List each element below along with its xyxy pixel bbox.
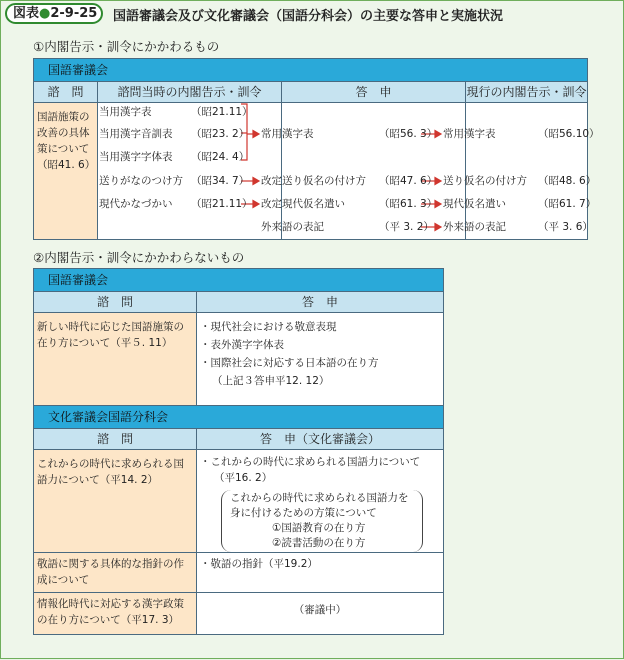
arrow-head-icon	[435, 224, 441, 231]
row-old-date: （昭23. 2）	[191, 128, 250, 140]
figure-number: 2-9-25	[50, 6, 98, 21]
section2-band2: 文化審議会国語分科会	[34, 406, 444, 429]
answer-line: ・敬語の指針（平19.2）	[200, 558, 318, 570]
answer-cell	[197, 450, 444, 553]
section1-band: 国語審議会	[34, 59, 588, 82]
row-answer: 外来語の表記	[261, 221, 324, 233]
inquiry-line: 情報化時代に対応する漢字政策	[37, 598, 184, 610]
inquiry-cell	[34, 593, 197, 635]
subitem-line: ②読書活動の在り方	[272, 537, 366, 549]
row-answer-date: （平 3. 2）	[379, 221, 434, 233]
row-answer: 常用漢字表	[261, 128, 314, 140]
inquiry-line: 策について	[37, 143, 90, 155]
subitem-line: 身に付けるための方策について	[230, 507, 377, 519]
row-current: 常用漢字表	[443, 128, 496, 140]
inquiry-cell	[34, 553, 197, 593]
section2-table-council	[33, 268, 444, 409]
inquiry-line: 成について	[37, 574, 90, 586]
section2-table-subcommittee	[33, 405, 444, 635]
figure-title: 国語審議会及び文化審議会（国語分科会）の主要な答申と実施状況	[113, 9, 504, 24]
col-answer: 答 申	[197, 292, 444, 313]
col-inquiry: 諮 問	[34, 82, 98, 103]
col-answer: 答 申（文化審議会）	[197, 429, 444, 450]
answer-line: （審議中）	[293, 604, 347, 616]
answer-line: （上記３答申平12. 12）	[212, 375, 330, 387]
row-old: 送りがなのつけ方	[99, 175, 183, 187]
row-old: 当用漢字音訓表	[99, 128, 173, 140]
inquiry-cell	[34, 450, 197, 553]
answer-line: ・現代社会における敬意表現	[200, 321, 337, 333]
inquiry-line: 国語施策の	[37, 111, 90, 123]
answer-line: （平16. 2）	[214, 472, 273, 484]
arrow-head-icon	[253, 201, 259, 208]
col-inquiry: 諮 問	[34, 292, 197, 313]
row-current: 現代仮名遣い	[443, 198, 506, 210]
inquiry-line: （昭41. 6）	[37, 159, 96, 171]
col-current-notice: 現行の内閣告示・訓令	[466, 82, 588, 103]
col-answer: 答 申	[282, 82, 466, 103]
answer-cell	[197, 553, 444, 593]
answer-cell	[197, 593, 444, 635]
arrow-head-icon	[253, 178, 259, 185]
row-answer-date: （昭47. 6）	[379, 175, 438, 187]
row-old-date: （昭24. 4）	[191, 151, 250, 163]
inquiry-line: 在り方について（平５. 11）	[37, 337, 173, 349]
inquiry-line: 敬語に関する具体的な指針の作	[37, 558, 184, 570]
row-old-date: （昭21.11）	[191, 106, 253, 118]
answer-line: ・国際社会に対応する日本語の在り方	[200, 357, 379, 369]
answer-subitems-bracket	[221, 490, 423, 552]
row-answer-date: （昭56. 3）	[379, 128, 438, 140]
row-answer: 改定送り仮名の付け方	[261, 175, 366, 187]
inquiry-cell	[34, 313, 197, 409]
row-current-date: （昭61. 7）	[538, 198, 597, 210]
answer-line: ・表外漢字字体表	[200, 339, 284, 351]
subitem-line: ①国語教育の在り方	[272, 522, 366, 534]
inquiry-line: の在り方について（平17. 3）	[37, 614, 180, 626]
row-answer: 改定現代仮名遣い	[261, 198, 345, 210]
section1-title: ①内閣告示・訓令にかかわるもの	[33, 39, 220, 54]
row-old: 当用漢字表	[99, 106, 152, 118]
subitem-line: これからの時代に求められる国語力を	[230, 492, 409, 504]
answer-line: ・これからの時代に求められる国語力について	[200, 456, 421, 468]
section2-band1: 国語審議会	[34, 269, 444, 292]
figure-prefix: 図表	[13, 6, 40, 21]
row-old-date: （昭21.11）	[191, 198, 253, 210]
row-current: 送り仮名の付け方	[443, 175, 527, 187]
section2-title: ②内閣告示・訓令にかかわらないもの	[33, 250, 245, 265]
row-current: 外来語の表記	[443, 221, 506, 233]
inquiry-line: これからの時代に求められる国	[37, 458, 184, 470]
figure-dot-icon: ●	[39, 6, 51, 21]
row-old: 当用漢字字体表	[99, 151, 173, 163]
col-inquiry: 諮 問	[34, 429, 197, 450]
inquiry-line: 新しい時代に応じた国語施策の	[37, 321, 184, 333]
arrow-head-icon	[253, 131, 259, 138]
row-old-date: （昭34. 7）	[191, 175, 250, 187]
row-old: 現代かなづかい	[99, 198, 173, 210]
row-current-date: （昭48. 6）	[538, 175, 597, 187]
row-answer-date: （昭61. 3）	[379, 198, 438, 210]
inquiry-line: 改善の具体	[37, 127, 90, 139]
inquiry-line: 語力について（平14. 2）	[37, 474, 159, 486]
row-current-date: （昭56.10）	[538, 128, 600, 140]
row-current-date: （平 3. 6）	[538, 221, 593, 233]
col-old-notice: 諮問当時の内閣告示・訓令	[98, 82, 282, 103]
answer-cell	[197, 313, 444, 409]
